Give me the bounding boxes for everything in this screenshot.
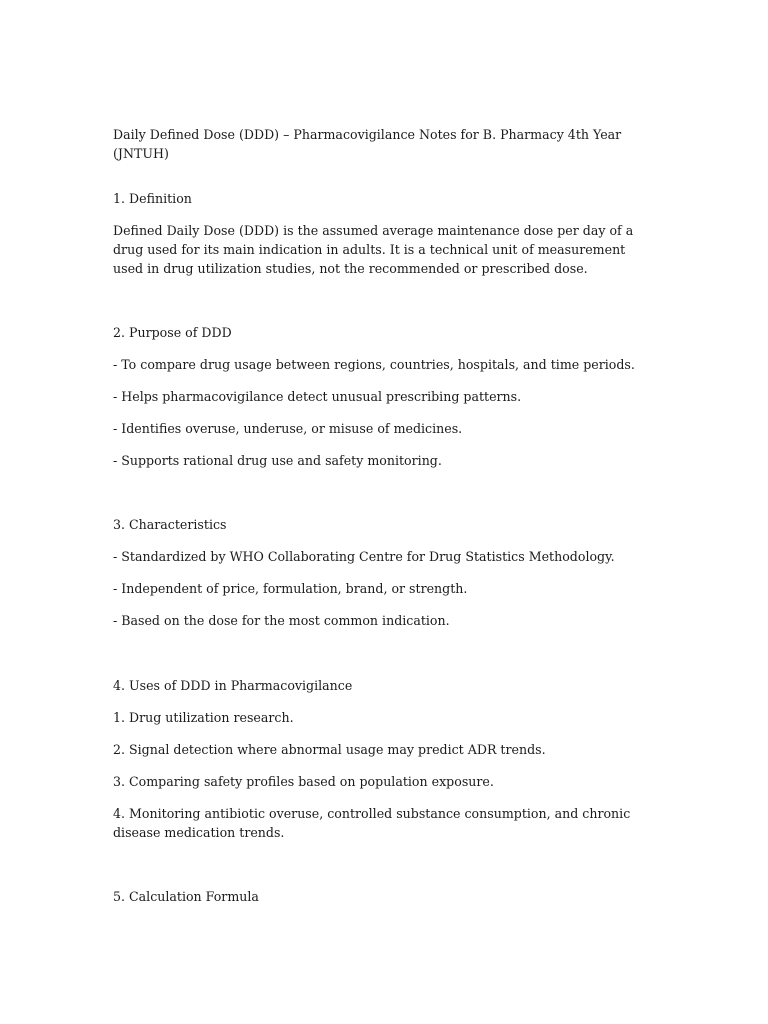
purpose-item: - Supports rational drug use and safety monitoring.	[113, 453, 442, 468]
uses-item: 1. Drug utilization research.	[113, 710, 294, 725]
purpose-item: - Helps pharmacovigilance detect unusual prescribing patterns.	[113, 389, 522, 404]
uses-item: 3. Comparing safety profiles based on population exposure.	[113, 774, 494, 789]
section-heading-uses: 4. Uses of DDD in Pharmacovigilance	[113, 678, 353, 693]
section-heading-purpose: 2. Purpose of DDD	[113, 325, 232, 340]
section-heading-definition: 1. Definition	[113, 191, 192, 206]
uses-item: 4. Monitoring antibiotic overuse, controlled substance consumption, and chronic disease medication trends.	[113, 806, 631, 840]
purpose-item: - To compare drug usage between regions, countries, hospitals, and time periods.	[113, 357, 635, 372]
document-title: Daily Defined Dose (DDD) – Pharmacovigilance Notes for B. Pharmacy 4th Year (JNTUH)	[113, 127, 622, 161]
characteristics-item: - Standardized by WHO Collaborating Centre for Drug Statistics Methodology.	[113, 549, 615, 564]
section-heading-calculation: 5. Calculation Formula	[113, 889, 259, 904]
definition-paragraph: Defined Daily Dose (DDD) is the assumed average maintenance dose per day of a drug used for its main indication in adults. It is a technical unit of measurement used in drug utilization studies, not the recommended or prescribed dose.	[113, 223, 634, 276]
section-heading-characteristics: 3. Characteristics	[113, 517, 227, 532]
characteristics-item: - Based on the dose for the most common indication.	[113, 613, 450, 628]
uses-item: 2. Signal detection where abnormal usage may predict ADR trends.	[113, 742, 546, 757]
characteristics-item: - Independent of price, formulation, brand, or strength.	[113, 581, 468, 596]
purpose-item: - Identifies overuse, underuse, or misuse of medicines.	[113, 421, 463, 436]
